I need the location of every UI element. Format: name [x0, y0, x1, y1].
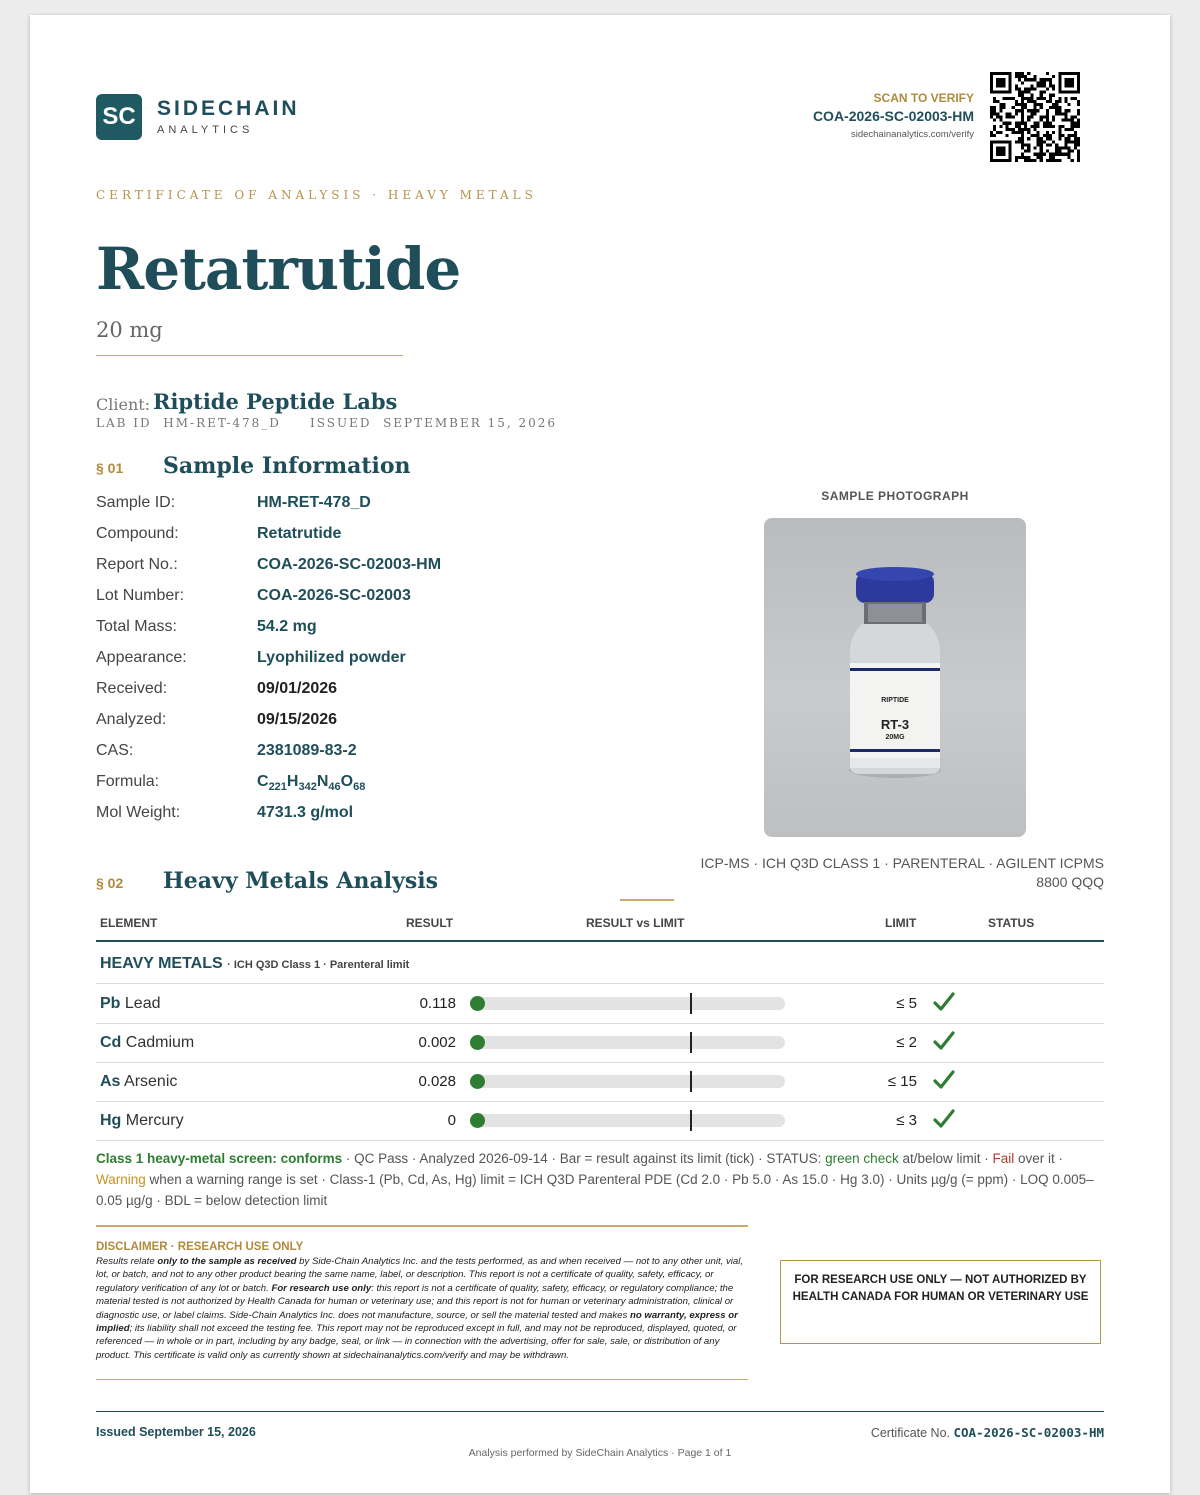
scan-label: SCAN TO VERIFY — [873, 91, 974, 105]
formula-count: 342 — [298, 781, 317, 793]
limit-value: ≤ 5 — [896, 995, 917, 1012]
result-value: 0.002 — [418, 1034, 456, 1051]
results-notes — [96, 1148, 1106, 1211]
qr-code-icon[interactable] — [990, 72, 1080, 162]
disclaimer-emphasis: For research use only — [271, 1282, 372, 1294]
element-cell — [100, 1112, 184, 1130]
document-type-label: CERTIFICATE OF ANALYSIS · HEAVY METALS — [96, 188, 537, 202]
section-number: § 02 — [96, 875, 124, 891]
notes-text: when a warning range is set · Class-1 (Pb, Cd, As, Hg) limit = ICH Q3D Parenteral PDE (Cd 2.0 · Pb 5.0 · As 15.0 · Hg 3.0) · Units µg/g (= ppm) · LOQ 0.005–0.05 µg/g · BDL = below detection limit — [96, 1172, 1094, 1208]
disclaimer-rule — [96, 1225, 748, 1227]
element-name: Arsenic — [124, 1073, 178, 1090]
divider-accent — [620, 899, 674, 901]
info-value: Retatrutide — [257, 525, 342, 542]
disclaimer-text: Results relate — [96, 1256, 158, 1267]
limit-tick — [690, 1071, 692, 1092]
disclaimer-rule — [96, 1379, 748, 1380]
notice-line: FOR RESEARCH USE ONLY — NOT AUTHORIZED BY — [794, 1274, 1087, 1286]
info-row — [96, 587, 516, 618]
brand-subtitle: ANALYTICS — [157, 124, 254, 136]
header-result: RESULT — [406, 916, 454, 930]
disclaimer-emphasis: only to the sample as received — [157, 1256, 297, 1267]
disclaimer-body — [96, 1255, 748, 1362]
group-heading — [100, 955, 409, 973]
notes-green: green check — [825, 1151, 899, 1166]
element-symbol: Cd — [100, 1034, 122, 1051]
group-title: HEAVY METALS — [100, 955, 223, 972]
info-value: Lyophilized powder — [257, 649, 406, 666]
info-row — [96, 494, 516, 525]
formula-count: 46 — [328, 781, 341, 793]
sample-photo — [764, 518, 1026, 837]
formula-element: C — [257, 773, 269, 790]
result-bar-track — [470, 1036, 785, 1049]
header-element: ELEMENT — [100, 916, 158, 930]
limit-value: ≤ 2 — [896, 1034, 917, 1051]
result-marker — [470, 1035, 485, 1050]
info-value: 54.2 mg — [257, 618, 317, 635]
table-header-rule — [96, 940, 1104, 942]
limit-tick — [690, 1032, 692, 1053]
table-row — [96, 1062, 1104, 1101]
info-row — [96, 556, 516, 587]
notes-text: over it · — [1014, 1151, 1064, 1166]
limit-value: ≤ 3 — [896, 1112, 917, 1129]
info-key: Formula: — [96, 773, 160, 790]
notes-text: · QC Pass · Analyzed 2026-09-14 · Bar = result against its limit (tick) · STATUS: — [342, 1151, 826, 1166]
disclaimer-text: by Side-Chain Analytics Inc. and the tests performed, as and when received — not to any other unit, vial, lot, or batch, and not to any other product bearing the same name, label, or description. This report is not a certificate of quality, safety, efficacy, or regulatory verification of any lot or batch. — [96, 1256, 744, 1294]
disclaimer-text: : this report is not a certificate of quality, safety, efficacy, or regulatory compliance; the material tested is not authorized by Health Canada for human or veterinary use; and this report is not for human or veterinary administration, clinical or diagnostic use, or label claims. Side-Chain Analytics Inc. does not manufacture, source, or sell the material tested and makes — [96, 1282, 734, 1321]
vial-image — [764, 518, 1026, 837]
result-marker — [470, 1113, 485, 1128]
info-key: Compound: — [96, 525, 179, 542]
certificate-number: COA-2026-SC-02003-HM — [953, 1425, 1104, 1440]
info-key: Appearance: — [96, 649, 187, 666]
research-use-notice — [780, 1260, 1101, 1344]
info-row — [96, 649, 516, 680]
check-icon — [932, 1029, 956, 1053]
check-icon — [932, 990, 956, 1014]
result-value: 0.118 — [419, 995, 456, 1012]
footer-certificate — [871, 1425, 1104, 1440]
element-name: Mercury — [125, 1112, 184, 1129]
footer-issued: Issued September 15, 2026 — [96, 1425, 256, 1439]
info-value: 2381089-83-2 — [257, 742, 357, 759]
logo-mark: SC — [96, 94, 142, 140]
info-row — [96, 525, 516, 556]
info-value: COA-2026-SC-02003 — [257, 587, 411, 604]
formula-count: 68 — [353, 781, 366, 793]
element-name: Lead — [124, 995, 161, 1012]
formula-element: H — [286, 773, 299, 790]
info-value: 09/15/2026 — [257, 711, 338, 728]
info-key: Lot Number: — [96, 587, 185, 604]
header-status: STATUS — [988, 916, 1035, 930]
photo-label: SAMPLE PHOTOGRAPH — [821, 489, 969, 503]
check-icon — [932, 1068, 956, 1092]
brand-name: SIDECHAIN — [157, 97, 300, 120]
info-row — [96, 773, 516, 804]
verify-id: COA-2026-SC-02003-HM — [812, 108, 974, 124]
result-marker — [470, 996, 485, 1011]
check-icon — [932, 1107, 956, 1131]
info-value: 4731.3 g/mol — [257, 804, 354, 821]
verify-url[interactable]: sidechainanalytics.com/verify — [850, 129, 974, 140]
info-key: Analyzed: — [96, 711, 167, 728]
limit-tick — [690, 1110, 692, 1131]
info-row — [96, 680, 516, 711]
page-title: Retatrutide — [96, 235, 461, 303]
section-title: Heavy Metals Analysis — [163, 868, 439, 894]
disclaimer-title: DISCLAIMER · RESEARCH USE ONLY — [96, 1241, 304, 1253]
vial-dose: 20MG — [885, 734, 905, 741]
table-row — [96, 984, 1104, 1023]
info-key: Total Mass: — [96, 618, 177, 635]
limit-tick — [690, 993, 692, 1014]
section-title: Sample Information — [163, 453, 411, 479]
row-divider — [96, 1140, 1104, 1141]
info-key: Mol Weight: — [96, 804, 181, 821]
result-marker — [470, 1074, 485, 1089]
info-value: COA-2026-SC-02003-HM — [257, 556, 442, 573]
client-label: Client: — [96, 395, 151, 414]
method-description: ICP-MS · ICH Q3D CLASS 1 · PARENTERAL · AGILENT ICPMS 8800 QQQ — [700, 855, 1104, 890]
info-key: Received: — [96, 680, 168, 697]
header-limit: LIMIT — [885, 916, 917, 930]
formula-count: 221 — [268, 781, 287, 793]
info-row — [96, 711, 516, 742]
element-cell — [100, 1073, 177, 1091]
title-divider — [96, 355, 403, 356]
group-note: · ICH Q3D Class 1 · Parenteral limit — [227, 959, 410, 971]
conformance-statement: Class 1 heavy-metal screen: conforms — [96, 1151, 343, 1166]
formula-element: O — [340, 773, 354, 790]
result-bar-track — [470, 1114, 785, 1127]
client-name: Riptide Peptide Labs — [153, 389, 398, 414]
result-bar-track — [470, 997, 785, 1010]
disclaimer-emphasis: no warranty, express or implied — [96, 1309, 738, 1335]
element-name: Cadmium — [125, 1034, 195, 1051]
info-value: 09/01/2026 — [257, 680, 338, 697]
vial-name: RT-3 — [880, 717, 910, 732]
result-value: 0.028 — [418, 1073, 456, 1090]
formula-element: N — [316, 773, 329, 790]
info-key: Sample ID: — [96, 494, 176, 511]
footer-note: Analysis performed by SideChain Analytics · Page 1 of 1 — [468, 1447, 732, 1459]
notes-warning: Warning — [96, 1172, 146, 1187]
info-row — [96, 618, 516, 649]
section-number: § 01 — [96, 460, 124, 476]
table-row — [96, 1101, 1104, 1140]
certificate-label: Certificate No. — [870, 1426, 954, 1440]
result-value: 0 — [447, 1112, 456, 1129]
notice-line: HEALTH CANADA FOR HUMAN OR VETERINARY USE — [792, 1290, 1089, 1303]
element-cell — [100, 1034, 194, 1052]
footer-rule — [96, 1411, 1104, 1412]
certificate-page — [30, 15, 1170, 1493]
element-cell — [100, 995, 161, 1013]
notes-fail: Fail — [992, 1151, 1015, 1166]
element-symbol: Pb — [100, 995, 121, 1012]
disclaimer-text: ; its liability shall not exceed the testing fee. This report may not be reproduced except in full, and may not be reproduced, displayed, quoted, or referenced — in whole or in part, including by any badge, seal, or link — in connection with the advertising, offer for sale, sale, or distribution of any product. This certificate is valid only as currently shown at sidechainanalytics.com/verify and may be withdrawn. — [96, 1323, 737, 1361]
element-symbol: As — [100, 1073, 121, 1090]
vial-brand: RIPTIDE — [881, 697, 909, 704]
limit-value: ≤ 15 — [887, 1073, 917, 1090]
header-result-vs-limit: RESULT vs LIMIT — [586, 916, 685, 930]
result-bar-track — [470, 1075, 785, 1088]
element-symbol: Hg — [100, 1112, 122, 1129]
formula-value — [257, 773, 365, 793]
notes-text: at/below limit · — [898, 1151, 993, 1166]
info-key: Report No.: — [96, 556, 178, 573]
page-subtitle: 20 mg — [96, 318, 163, 342]
info-value: HM-RET-478_D — [257, 494, 371, 511]
info-row — [96, 742, 516, 773]
client-meta: LAB ID HM-RET-478_D ISSUED SEPTEMBER 15, 2026 — [96, 416, 558, 430]
table-row — [96, 1023, 1104, 1062]
info-key: CAS: — [96, 742, 134, 759]
info-row — [96, 804, 516, 835]
